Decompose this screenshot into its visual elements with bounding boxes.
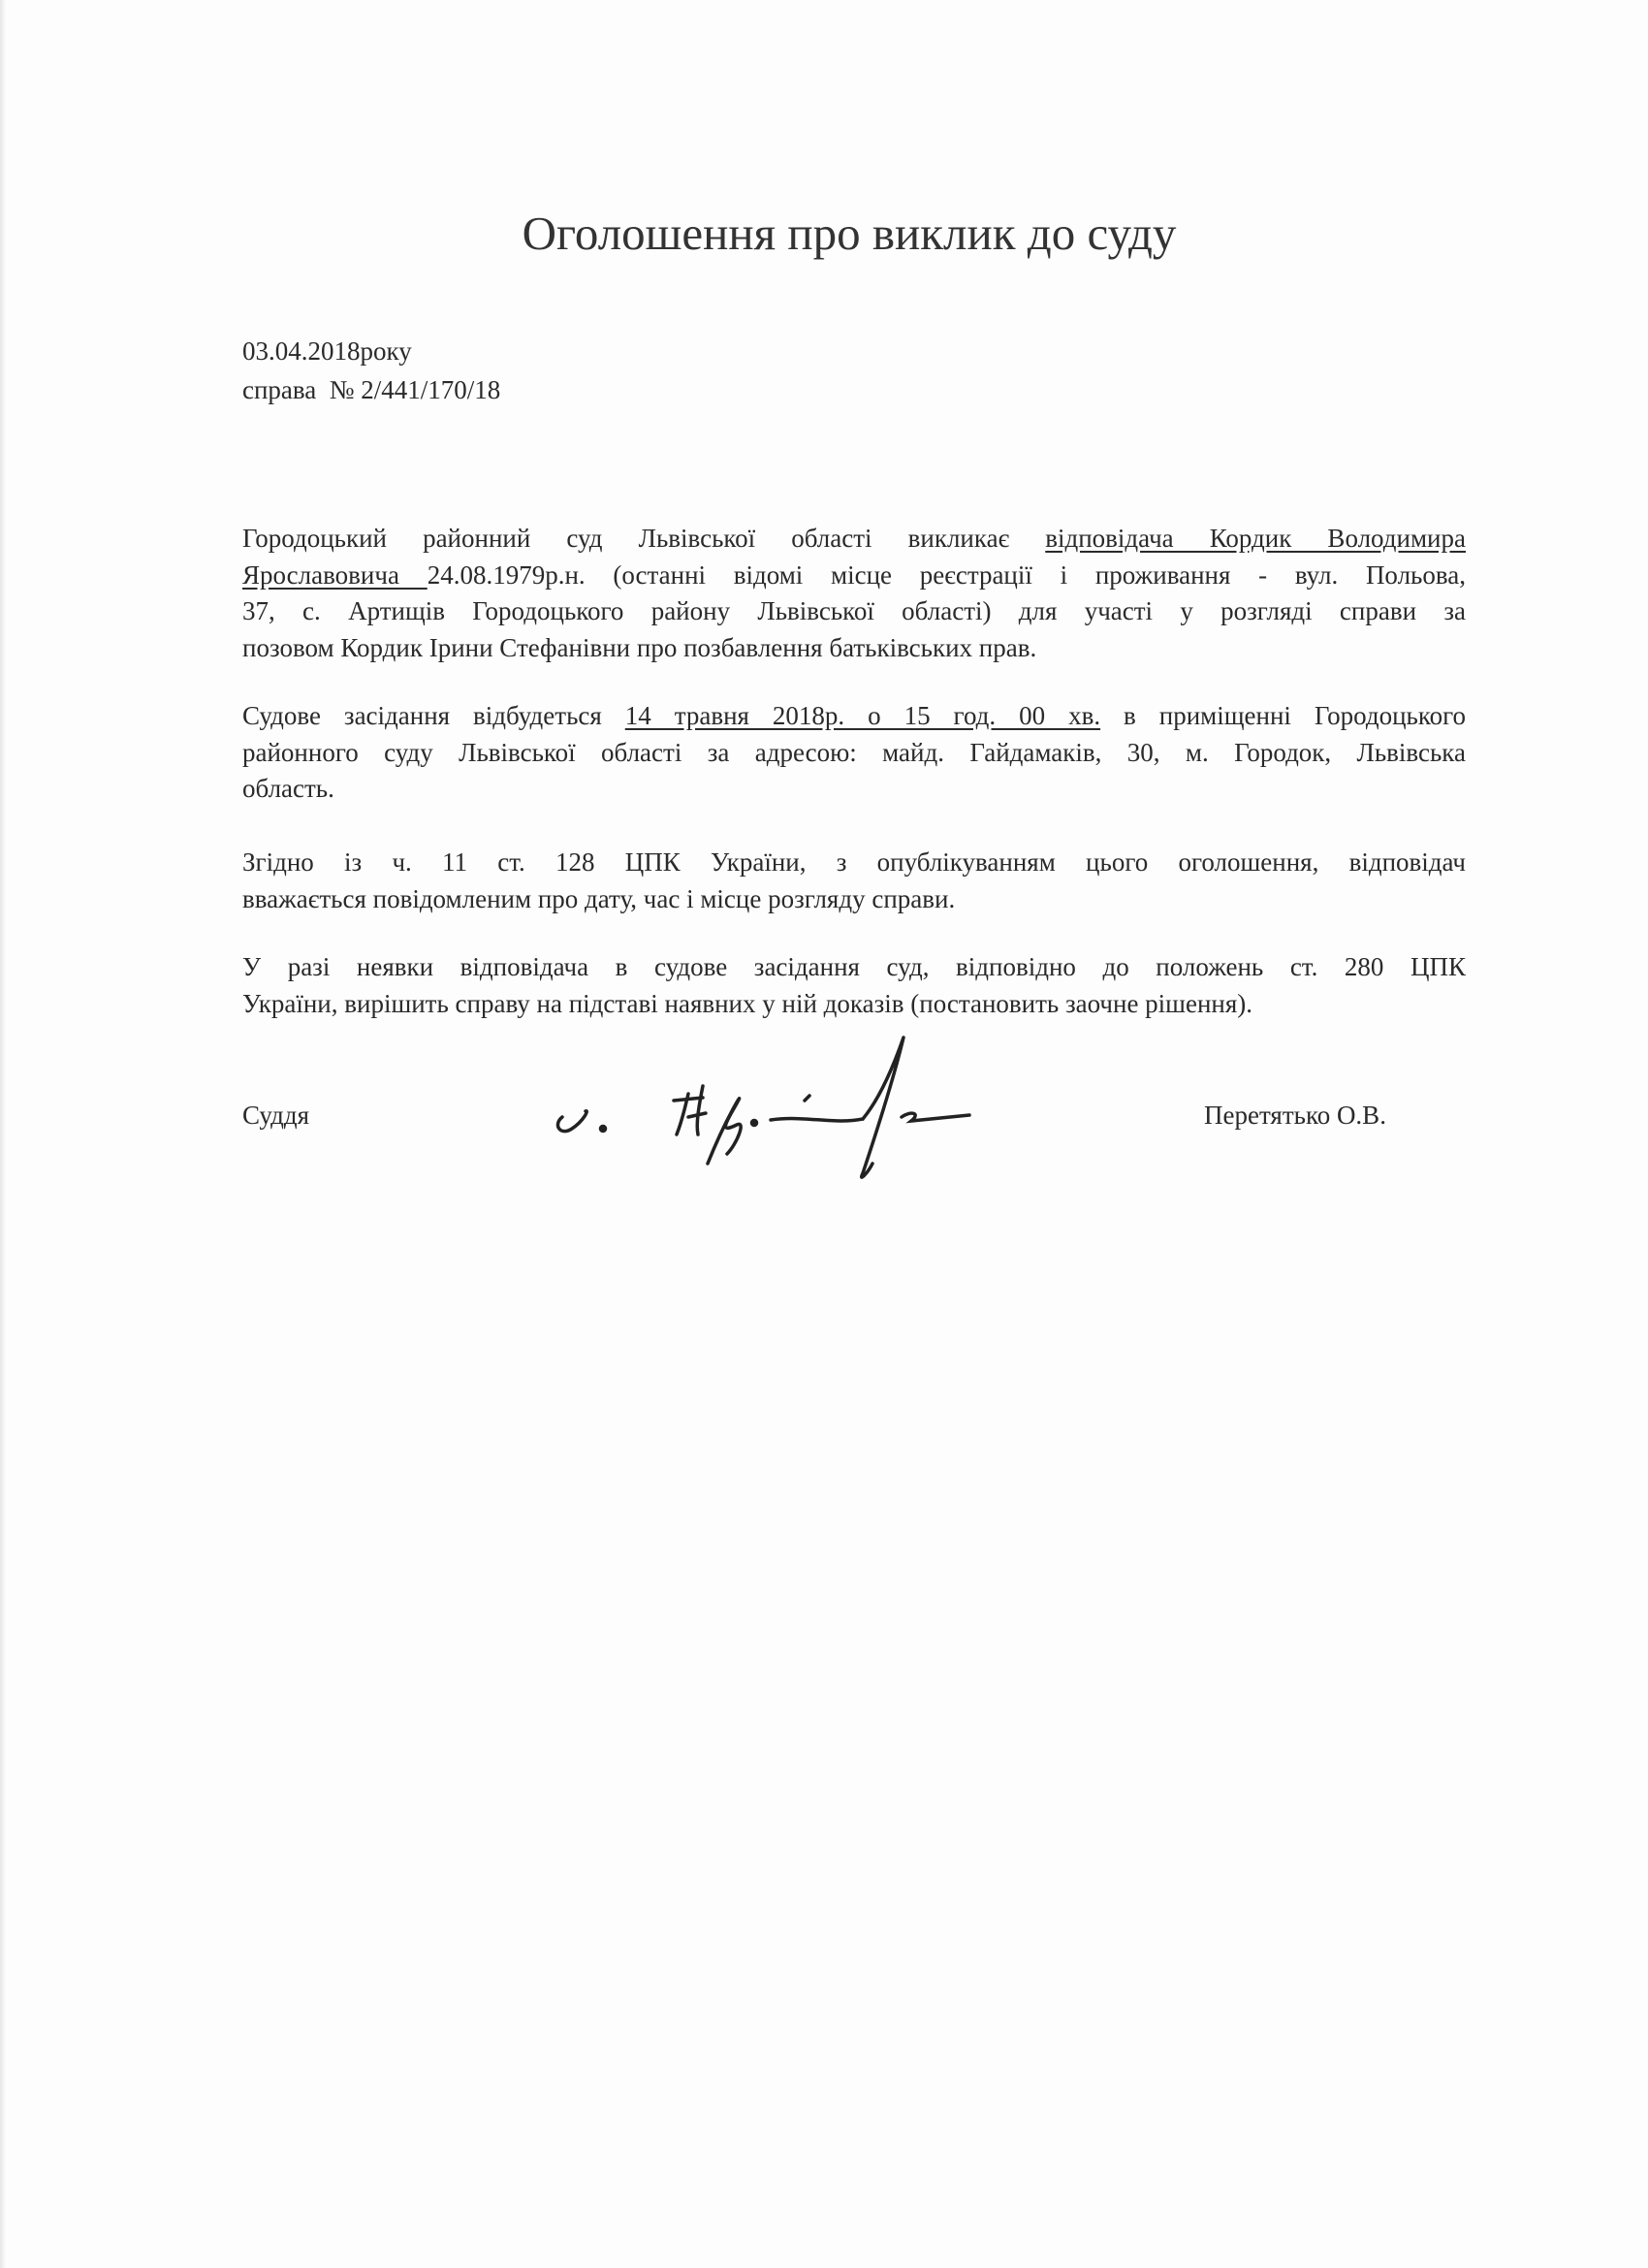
- text-line: [242, 986, 1466, 1023]
- paragraph-notice: [242, 845, 1466, 917]
- text-line: [242, 593, 1466, 630]
- document-title: Оголошення про виклик до суду: [522, 207, 1177, 260]
- text-line: [242, 521, 1466, 558]
- text-line: [242, 735, 1466, 772]
- text-segment: Городоцький районний суд Львівської області викликає: [242, 524, 1046, 553]
- text-segment: 24.08.1979р.н. (останні відомі місце реєстрації і проживання - вул. Польова,: [427, 559, 1466, 590]
- underlined-text: 14 травня 2018р. о 15 год. 00 хв.: [624, 701, 1101, 730]
- text-line: [242, 771, 1466, 808]
- paragraph-hearing: [242, 698, 1466, 808]
- text-segment: України, вирішить справу на підставі наявних у ній доказів (постановить заочне рішення).: [242, 988, 1253, 1018]
- underlined-text: відповідача Кордик Володимира: [1045, 524, 1466, 553]
- handwritten-signature: [543, 1028, 1105, 1193]
- judge-label: Суддя: [242, 1101, 310, 1130]
- text-segment: районного суду Львівської області за адресою: майд. Гайдамаків, 30, м. Городок, Львівська: [242, 737, 1466, 767]
- underlined-text: Ярославовича: [242, 559, 428, 590]
- judge-name: Перетятько О.В.: [1204, 1101, 1386, 1130]
- text-segment: вважається повідомленим про дату, час і місце розгляду справи.: [242, 883, 956, 913]
- text-line: [242, 845, 1466, 881]
- document-date: 03.04.2018року: [242, 336, 412, 366]
- text-segment: У разі неявки відповідача в судове засідання суд, відповідно до положень ст. 280 ЦПК: [242, 952, 1466, 981]
- paragraph-default-judgment: [242, 949, 1466, 1022]
- paragraph-summons: [242, 521, 1466, 666]
- text-segment: в приміщенні Городоцького: [1100, 701, 1467, 730]
- text-segment: Згідно із ч. 11 ст. 128 ЦПК України, з опублікуванням цього оголошення, відповідач: [242, 847, 1466, 877]
- text-line: [242, 881, 1466, 918]
- scan-edge: [0, 0, 6, 2268]
- text-line: [242, 949, 1466, 986]
- text-segment: Судове засідання відбудеться: [242, 701, 625, 730]
- text-line: [242, 698, 1466, 735]
- text-line: [242, 630, 1466, 667]
- text-segment: позовом Кордик Ірини Стефанівни про позбавлення батьківських прав.: [242, 632, 1037, 662]
- case-number: справа № 2/441/170/18: [242, 375, 501, 404]
- text-segment: 37, с. Артищів Городоцького району Львівської області) для участі у розгляді справи за: [242, 596, 1466, 625]
- text-segment: область.: [242, 774, 334, 803]
- text-line: [242, 558, 1466, 594]
